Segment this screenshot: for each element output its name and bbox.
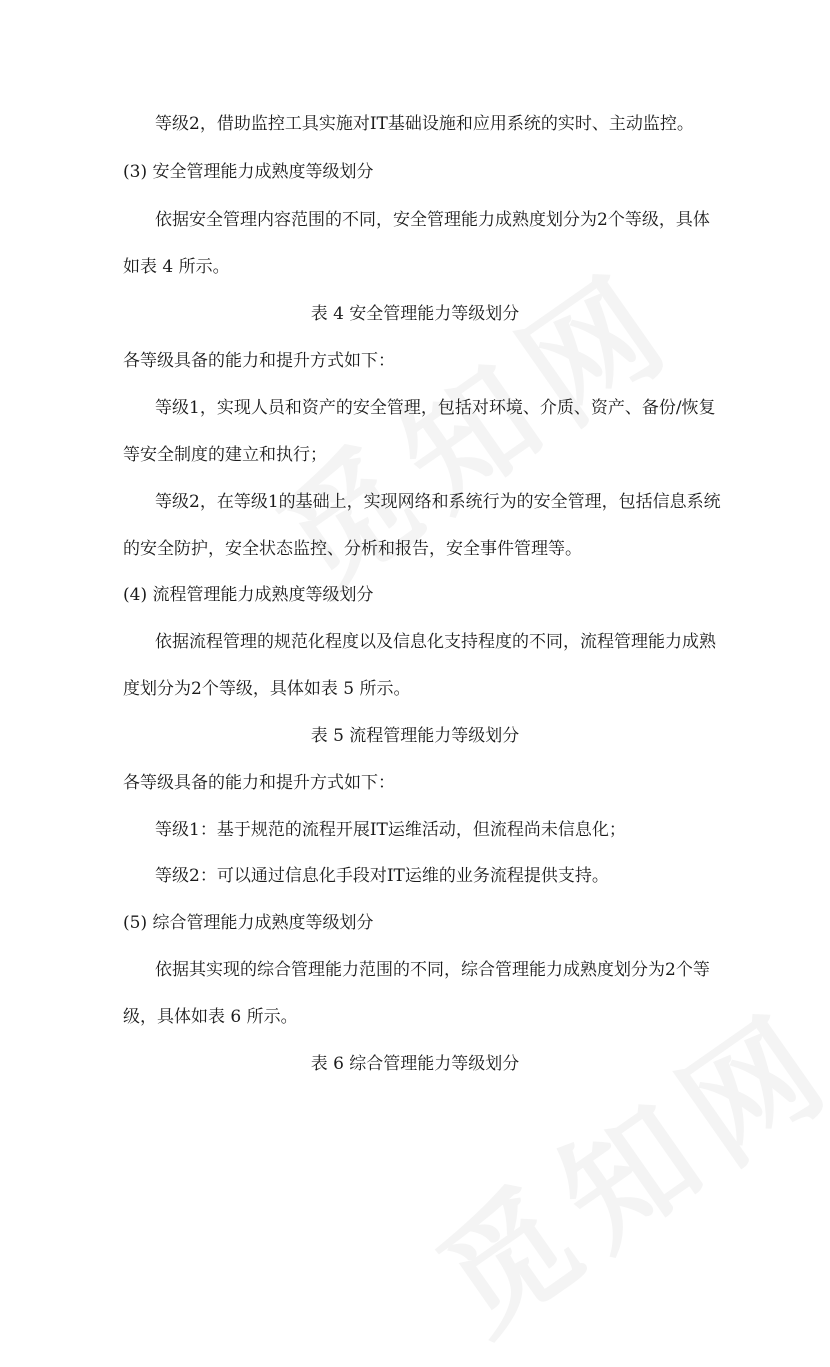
paragraph-line: 级，具体如表 6 所示。 <box>123 1007 298 1027</box>
paragraph-line: 各等级具备的能力和提升方式如下： <box>123 351 395 371</box>
table-caption: 表 4 安全管理能力等级划分 <box>310 304 520 324</box>
paragraph-line: 等安全制度的建立和执行； <box>123 445 327 465</box>
section-heading: (4) 流程管理能力成熟度等级划分 <box>123 585 374 605</box>
watermark <box>397 960 830 1367</box>
section-heading: (5) 综合管理能力成熟度等级划分 <box>123 913 374 933</box>
paragraph-line: 等级2，借助监控工具实施对IT基础设施和应用系统的实时、主动监控。 <box>155 114 694 134</box>
table-caption: 表 5 流程管理能力等级划分 <box>310 726 520 746</box>
paragraph-line: 等级2：可以通过信息化手段对IT运维的业务流程提供支持。 <box>155 866 609 886</box>
paragraph-line: 度划分为2个等级，具体如表 5 所示。 <box>123 679 411 699</box>
paragraph-line: 等级2，在等级1的基础上，实现网络和系统行为的安全管理，包括信息系统 <box>155 492 721 512</box>
paragraph-line: 如表 4 所示。 <box>123 257 230 277</box>
paragraph-line: 依据其实现的综合管理能力范围的不同，综合管理能力成熟度划分为2个等 <box>155 960 710 980</box>
table-caption: 表 6 综合管理能力等级划分 <box>310 1054 520 1074</box>
paragraph-line: 的安全防护，安全状态监控、分析和报告，安全事件管理等。 <box>123 539 582 559</box>
paragraph-line: 等级1，实现人员和资产的安全管理，包括对环境、介质、资产、备份/恢复 <box>155 398 716 418</box>
paragraph-line: 各等级具备的能力和提升方式如下： <box>123 773 395 793</box>
section-heading: (3) 安全管理能力成熟度等级划分 <box>123 162 374 182</box>
paragraph-line: 依据安全管理内容范围的不同，安全管理能力成熟度划分为2个等级，具体 <box>155 210 710 230</box>
paragraph-line: 依据流程管理的规范化程度以及信息化支持程度的不同，流程管理能力成熟 <box>155 632 716 652</box>
paragraph-line: 等级1：基于规范的流程开展IT运维活动，但流程尚未信息化； <box>155 820 626 840</box>
watermark <box>237 220 708 628</box>
watermark-text <box>253 243 704 622</box>
watermark-text <box>413 983 830 1362</box>
